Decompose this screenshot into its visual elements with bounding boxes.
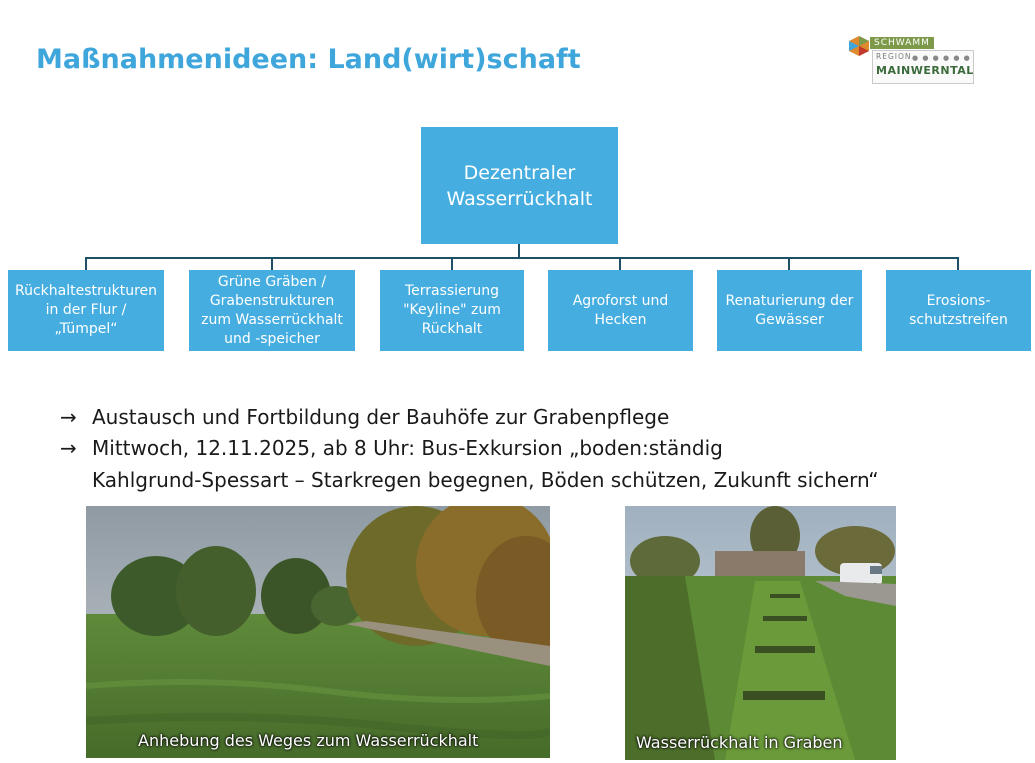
logo-main-word: MAINWERNTAL (876, 64, 974, 77)
connector-bar (85, 257, 959, 259)
connector-trunk (518, 244, 520, 258)
org-root-line1: Dezentraler (463, 161, 576, 184)
bullet-item-2: → Mittwoch, 12.11.2025, ab 8 Uhr: Bus-Exkursion „boden:ständig (60, 436, 723, 460)
arrow-right-icon: → (60, 436, 77, 460)
photo-left-caption: Anhebung des Weges zum Wasserrückhalt (138, 731, 479, 750)
photo-raised-path (86, 506, 550, 758)
connector-drop-4 (619, 257, 621, 270)
org-root-box (421, 127, 618, 244)
logo-town-emblems: ● ● ● ● ● ● (912, 54, 971, 62)
logo-top-word: SCHWAMM (870, 37, 934, 49)
connector-drop-2 (271, 257, 273, 270)
connector-drop-6 (957, 257, 959, 270)
photo-right-caption: Wasserrückhalt in Graben (636, 733, 843, 752)
org-child-erosion-strips: Erosions- schutzstreifen (886, 270, 1031, 351)
connector-drop-3 (451, 257, 453, 270)
logo-region-word: REGION (876, 52, 912, 61)
org-child-renaturation: Renaturierung der Gewässer (717, 270, 862, 351)
org-child-retention-structures: Rückhaltestrukturen in der Flur / „Tümpel“ (8, 270, 164, 351)
arrow-right-icon: → (60, 405, 77, 429)
logo-badge-icon (848, 35, 870, 57)
org-child-green-ditches: Grüne Gräben / Grabenstrukturen zum Wasserrückhalt und -speicher (189, 270, 355, 351)
connector-drop-5 (788, 257, 790, 270)
page-title: Maßnahmenideen: Land(wirt)schaft (36, 44, 581, 75)
bullet-item-1: → Austausch und Fortbildung der Bauhöfe zur Grabenpflege (60, 405, 670, 429)
connector-drop-1 (85, 257, 87, 270)
org-root-line2: Wasserrückhalt (446, 187, 593, 210)
org-child-terracing-keyline: Terrassierung "Keyline" zum Rückhalt (380, 270, 524, 351)
photo-ditch-retention (625, 506, 896, 760)
schwammregion-logo (846, 33, 976, 85)
bullet-item-2-continued: Kahlgrund-Spessart – Starkregen begegnen, Böden schützen, Zukunft sichern“ (92, 468, 879, 492)
org-child-agroforestry: Agroforst und Hecken (548, 270, 693, 351)
